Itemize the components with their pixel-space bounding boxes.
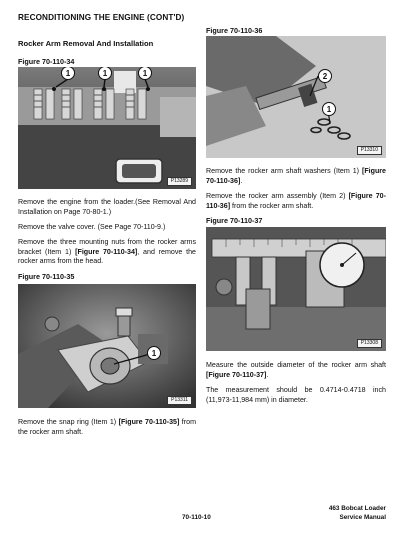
figure-37-photo-number: P13308 [357,339,382,348]
figure-34-callout-1b: 1 [98,67,112,80]
figure-34-callout-1c: 1 [138,67,152,80]
right-paragraph-2-tail: from the rocker arm shaft. [230,201,314,210]
figure-35-callout-1: 1 [147,346,161,360]
right-paragraph-1-tail: . [240,176,243,185]
figure-36-callout-1: 1 [322,102,336,116]
section-title: RECONDITIONING THE ENGINE (CONT'D) [18,13,185,22]
left-paragraph-3-ref: [Figure 70-110-34] [75,247,138,256]
right-paragraph-3-text: Measure the outside diameter of the rocker arm shaft [206,361,386,369]
figure-34-title: Figure 70-110-34 [18,57,75,66]
right-paragraph-2-ref: [Figure 70-110-36] [206,192,386,210]
figure-34-photo [18,67,196,189]
figure-35-title: Figure 70-110-35 [18,272,75,281]
left-paragraph-3 [18,238,196,267]
figure-36-callout-2: 2 [318,69,332,83]
right-paragraph-2-text: Remove the rocker arm assembly (Item 2) [206,192,349,200]
rocker-shaft-photo-illustration [206,36,386,158]
right-paragraph-1 [206,167,386,186]
left-paragraph-3-text: Remove the three mounting nuts from the rocker arms bracket (Item 1) [18,238,196,256]
left-paragraph-4-text: Remove the snap ring (Item 1) [18,418,119,426]
right-paragraph-3 [206,361,386,380]
left-paragraph-1: Remove the engine from the loader.(See Removal And Installation on Page 70-80-1.) [18,198,196,216]
right-paragraph-3-ref: [Figure 70-110-37] [206,370,267,379]
caliper-photo-illustration [206,227,386,351]
right-paragraph-2 [206,192,386,211]
left-paragraph-2: Remove the valve cover. (See Page 70-110-9.) [18,223,166,231]
left-paragraph-4-ref: [Figure 70-110-35] [118,418,180,426]
figure-35-photo-number: P13311 [167,396,192,405]
left-paragraph-3-tail: , and remove the rocker arms from the head. [18,247,196,266]
right-paragraph-3-tail: . [266,370,269,379]
subsection-title: Rocker Arm Removal And Installation [18,39,154,48]
figure-37-photo [206,227,386,351]
figure-36-photo-number: P13310 [357,146,382,155]
figure-34-callout-1a: 1 [61,67,75,80]
right-paragraph-4: The measurement should be 0.4714-0.4718 inch (11,973-11,984 mm) in diameter. [206,386,386,404]
left-paragraph-4-tail: from the rocker arm shaft. [18,418,196,436]
figure-34-photo-number: P13289 [167,177,192,186]
page-number: 70-110-10 [182,514,211,521]
left-paragraph-4 [18,418,196,437]
manual-title-line-1: 463 Bobcat Loader [328,505,386,512]
figure-35-photo [18,284,196,408]
engine-photo-illustration [18,67,196,189]
figure-36-photo [206,36,386,158]
right-paragraph-1-ref: [Figure 70-110-36] [206,167,386,185]
rocker-arm-photo-illustration [18,284,196,408]
right-paragraph-1-text: Remove the rocker arm shaft washers (Item 1) [206,167,362,175]
figure-36-title: Figure 70-110-36 [206,26,263,35]
manual-title-line-2: Service Manual [339,514,386,521]
figure-37-title: Figure 70-110-37 [206,216,263,225]
